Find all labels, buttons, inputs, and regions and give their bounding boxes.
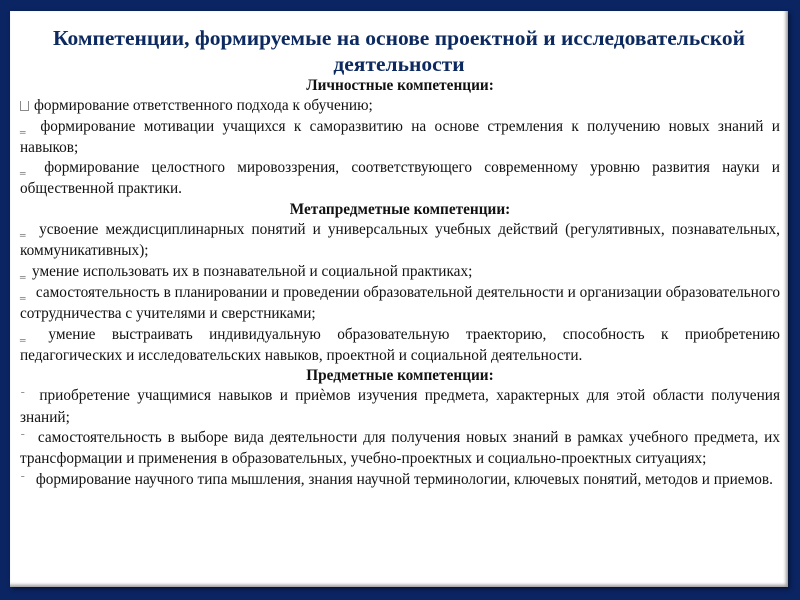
list-item: ‗ усвоение междисциплинарных понятий и универсальных учебных действий (регулятивных, познавательных, коммуникативных); [20,221,780,260]
dash-bullet-icon: ‗ [20,328,26,342]
slide-title [10,25,788,77]
checkbox-bullet-icon [20,101,29,111]
dash-bullet-icon: ‗ [20,265,26,279]
macron-bullet-icon: ¯ [20,473,26,487]
list-item: ¯ приобретение учащимися навыков и приѐмов изучения предмета, характерных для этой области получения знаний; [20,387,780,426]
dash-bullet-icon: ‗ [20,224,26,238]
title-line-2: деятельности [333,52,465,76]
list-item: ‗ формирование мотивации учащихся к саморазвитию на основе стремления к получению новых знаний и навыков; [20,117,780,156]
slide-content [20,76,780,491]
list-item: ¯ формирование научного типа мышления, знания научной терминологии, ключевых понятий, методов и приемов. [20,470,780,491]
section-heading-metasubject: Метапредметные компетенции: [289,200,511,218]
macron-bullet-icon: ¯ [20,390,26,404]
section-heading-personal: Личностные компетенции: [306,77,494,94]
list-item: ¯ самостоятельность в выборе вида деятельности для получения новых знаний в рамках учебного предмета, их трансформации и применения в образовательных, учебно-проектных и социально-проектных ситуациях; [20,429,780,468]
list-item: ‗ умение использовать их в познавательной и социальной практиках; [20,262,780,283]
list-item: формирование ответственного подхода к обучению; [20,96,780,116]
list-item: ‗ формирование целостного мировоззрения, соответствующего современному уровню развития науки и общественной практики. [20,159,780,198]
list-item: ‗ умение выстраивать индивидуальную образовательную траекторию, способность к приобретению педагогических и исследовательских навыков, проектной и социальной деятельности. [20,325,780,364]
list-item: ‗ самостоятельность в планировании и проведении образовательной деятельности и организации образовательного сотрудничества с учителями и сверстниками; [20,283,780,323]
dash-bullet-icon: ‗ [20,162,26,176]
dash-bullet-icon: ‗ [20,120,26,134]
slide-panel [10,11,788,587]
title-line-1: Компетенции, формируемые на основе проектной и исследовательской [53,26,745,50]
section-heading-subject: Предметные компетенции: [306,367,494,385]
dash-bullet-icon: ‗ [20,286,26,300]
macron-bullet-icon: ¯ [20,432,26,446]
